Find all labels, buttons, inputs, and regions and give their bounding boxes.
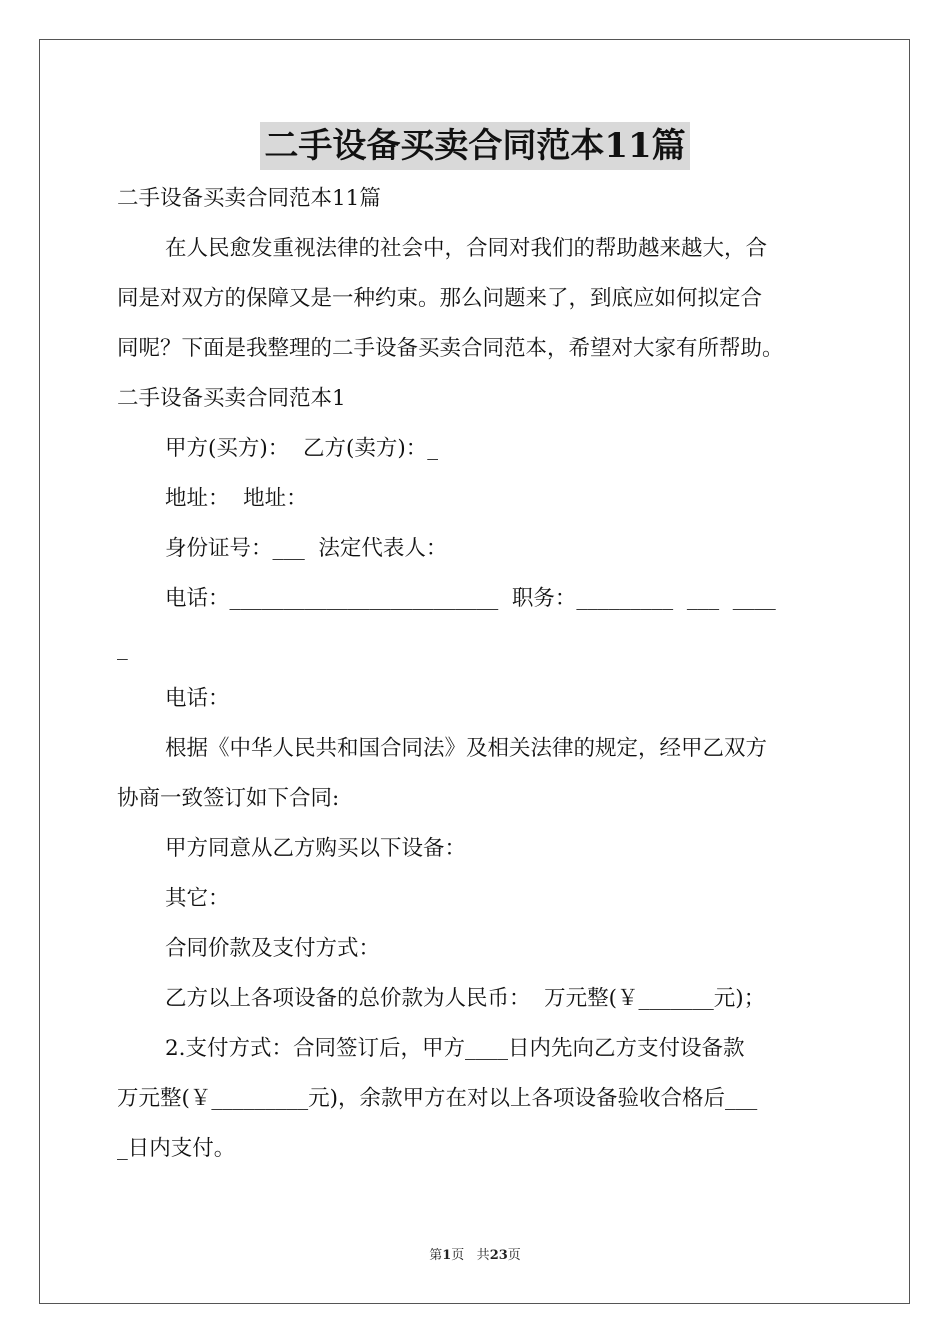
footer-total-pages: 23	[489, 1248, 508, 1263]
other-line: 其它：	[165, 886, 230, 911]
footer-page-number: 1	[442, 1248, 452, 1263]
section-heading-1: 二手设备买卖合同范本1	[117, 386, 346, 411]
footer-page-suffix: 页	[451, 1248, 465, 1263]
purchase-line: 甲方同意从乙方购买以下设备：	[165, 836, 467, 861]
law-basis-line-1: 根据《中华人民共和国合同法》及相关法律的规定，经甲乙双方	[165, 736, 768, 761]
document-title: 二手设备买卖合同范本11篇	[260, 122, 689, 170]
page-border	[39, 39, 910, 1304]
intro-line-3: 同呢？下面是我整理的二手设备买卖合同范本，希望对大家有所帮助。	[117, 336, 784, 361]
total-price-line: 乙方以上各项设备的总价款为人民币： 万元整(￥_______元)；	[165, 986, 766, 1011]
page-footer	[0, 1247, 950, 1265]
intro-line-1: 在人民愈发重视法律的社会中，合同对我们的帮助越来越大，合	[165, 236, 768, 261]
id-line: 身份证号：___ 法定代表人：	[165, 536, 448, 561]
footer-page-prefix: 第	[429, 1248, 443, 1263]
phone-title-line: 电话：_________________________ 职务：_________ ___ ____	[165, 586, 776, 611]
payment-line-2: 万元整(￥_________元)，余款甲方在对以上各项设备验收合格后___	[117, 1086, 758, 1111]
party-line: 甲方(买方)： 乙方(卖方)：_	[165, 436, 438, 461]
payment-line-1: 2.支付方式：合同签订后，甲方____日内先向乙方支付设备款	[165, 1036, 745, 1061]
subtitle-line: 二手设备买卖合同范本11篇	[117, 186, 381, 211]
title-container	[0, 122, 950, 170]
footer-total-suffix: 页	[507, 1248, 521, 1263]
intro-line-2: 同是对双方的保障又是一种约束。那么问题来了，到底应如何拟定合	[117, 286, 763, 311]
footer-total-prefix: 共	[476, 1248, 490, 1263]
payment-line-3: _日内支付。	[117, 1136, 236, 1161]
phone-line: 电话：	[165, 686, 230, 711]
address-line: 地址： 地址：	[165, 486, 308, 511]
law-basis-line-2: 协商一致签订如下合同:	[117, 786, 340, 811]
price-heading-line: 合同价款及支付方式：	[165, 936, 381, 961]
phone-title-continuation: _	[117, 636, 128, 661]
